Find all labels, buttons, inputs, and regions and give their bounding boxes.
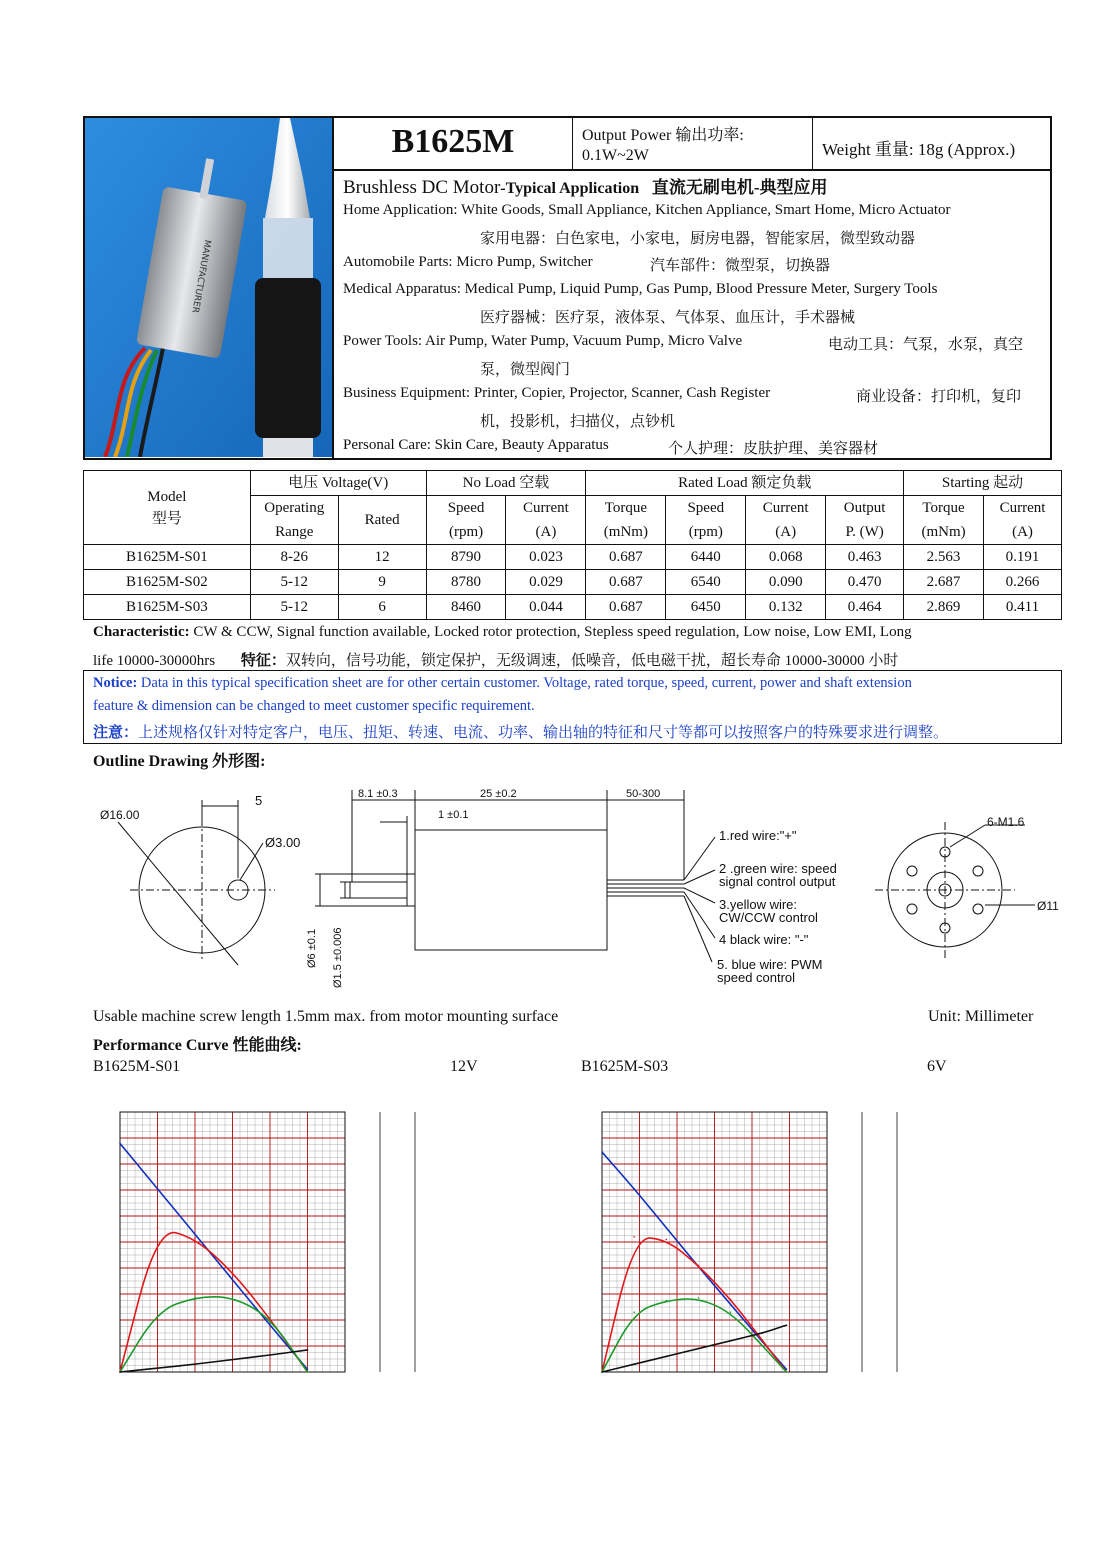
notice-line1: Notice: Data in this typical specification sheet are for other certain customer. Voltage, rated torque, speed, current, power and shaft extension	[93, 675, 912, 691]
business-cn2: 机，投影机，扫描仪，点钞机	[480, 414, 676, 430]
data-point	[232, 1359, 234, 1361]
home-application-cn: 家用电器：白色家电，小家电，厨房电器，智能家居，微型致动器	[480, 231, 916, 247]
screw-note: Usable machine screw length 1.5mm max. from motor mounting surface	[93, 1008, 559, 1025]
data-point	[601, 1151, 603, 1153]
series-line-0	[120, 1143, 308, 1369]
power-tools-cn2: 泵，微型阀门	[480, 362, 571, 378]
data-point	[157, 1227, 159, 1229]
data-point	[601, 1371, 603, 1373]
dim-d3: Ø3.00	[265, 835, 301, 850]
dim-5: 5	[255, 793, 263, 808]
data-point	[232, 1296, 234, 1298]
data-point	[698, 1348, 700, 1350]
dim-50-300: 50-300	[626, 788, 661, 800]
dim-8-1: 8.1 ±0.3	[358, 788, 398, 800]
automobile-cn: 汽车部件：微型泵，切换器	[650, 258, 831, 274]
weight-label: Weight 重量: 18g (Approx.)	[822, 140, 1016, 159]
header-starting: Starting 起动	[904, 471, 1062, 496]
wire-label-4: 4 black wire: "-"	[719, 932, 809, 947]
product-photo	[85, 118, 332, 457]
application-title: Brushless DC Motor-Typical Application 直流无刷电机-典型应用	[343, 177, 828, 198]
header-rated-load: Rated Load 额定负载	[586, 471, 904, 496]
series-line-1	[120, 1233, 308, 1372]
series-line-3	[602, 1325, 786, 1372]
data-point	[665, 1227, 667, 1229]
right-chart-voltage: 6V	[927, 1058, 947, 1075]
power-tools-en: Power Tools: Air Pump, Water Pump, Vacuum Pump, Micro Valve	[343, 333, 743, 349]
dim-25: 25 ±0.2	[480, 788, 517, 800]
left-chart-model: B1625M-S01	[93, 1058, 181, 1075]
home-application-en: Home Application: White Goods, Small Appliance, Kitchen Appliance, Smart Home, Micro Actuator	[343, 202, 951, 218]
outline-drawing-title: Outline Drawing 外形图:	[93, 753, 266, 770]
series-line-1	[602, 1238, 786, 1372]
data-point	[762, 1345, 764, 1347]
dim-d11: Ø11	[1037, 899, 1059, 913]
notice-line2: feature & dimension can be changed to meet customer specific requirement.	[93, 698, 535, 714]
data-point	[157, 1188, 159, 1190]
dim-d16: Ø16.00	[100, 808, 140, 822]
data-point	[232, 1279, 234, 1281]
header-model: Model 型号	[84, 471, 251, 545]
performance-chart-s01	[90, 1090, 470, 1400]
performance-title: Performance Curve 性能曲线:	[93, 1037, 302, 1054]
dim-d6: Ø6 ±0.1	[306, 928, 318, 968]
spec-table: Model 型号 电压 Voltage(V) No Load 空载 Rated Load 额定负载 Starting 起动 Operating Range Rated Speed (rpm) Current (A) Torque (mNm) Speed (rpm) Current (A) Output P. (W) Torque (mNm) Current (A) B1625M-S01 8-26 12 8790 0.023 0.687 6440 0.068 0.463 2.563 0.191 B1625M-S02 5-12 9 8780 0.029 0.687 6540 0.090 0.470 2.687 0.266 B1625M-S03 5-12 6 8460 0.044 0.687 6450 0.132 0.464 2.869 0.411	[83, 470, 1062, 620]
data-point	[730, 1304, 732, 1306]
wire-label-3b: CW/CCW control	[719, 910, 818, 925]
performance-chart-s03	[572, 1090, 952, 1400]
data-point	[698, 1297, 700, 1299]
data-point	[730, 1340, 732, 1342]
dim-6-m1-6: 6-M1.6	[987, 815, 1025, 829]
data-point	[633, 1188, 635, 1190]
automobile-en: Automobile Parts: Micro Pump, Switcher	[343, 254, 593, 270]
data-point	[665, 1300, 667, 1302]
unit-label: Unit: Millimeter	[928, 1008, 1034, 1025]
wire-label-1: 1.red wire:"+"	[719, 828, 797, 843]
wire-label-5a: 5. blue wire: PWM	[717, 957, 823, 972]
power-tools-cn1: 电动工具：气泵，水泵，真空	[828, 337, 1024, 353]
wire-label-3a: 3.yellow wire:	[719, 897, 798, 912]
data-point	[633, 1311, 635, 1313]
wire-label-5b: speed control	[717, 970, 796, 985]
wire-label-2b: signal control output	[719, 874, 836, 889]
data-point	[665, 1239, 667, 1241]
data-point	[307, 1349, 309, 1351]
model-title: B1625M	[391, 123, 515, 160]
data-point	[307, 1371, 309, 1373]
data-point	[194, 1363, 196, 1365]
data-point	[119, 1143, 121, 1145]
data-point	[194, 1296, 196, 1298]
data-point	[786, 1371, 788, 1373]
data-point	[157, 1310, 159, 1312]
medical-en: Medical Apparatus: Medical Pump, Liquid Pump, Gas Pump, Blood Pressure Meter, Surgery Tools	[343, 281, 938, 297]
data-point	[698, 1265, 700, 1267]
data-point	[633, 1236, 635, 1238]
svg-text:MANUFACTURER: MANUFACTURER	[189, 238, 213, 314]
data-point	[786, 1324, 788, 1326]
notice-line3: 注意：上述规格仅针对特定客户，电压、扭矩、转速、电流、功率、输出轴的特征和尺寸等都可以按照客户的特殊要求进行调整。	[93, 725, 949, 741]
table-row: B1625M-S03 5-12 6 8460 0.044 0.687 6450 0.132 0.464 2.869 0.411	[84, 595, 1062, 620]
personal-care-en: Personal Care: Skin Care, Beauty Apparatus	[343, 437, 609, 453]
dim-d1-5: Ø1.5 ±0.006	[332, 927, 344, 988]
data-point	[633, 1363, 635, 1365]
data-point	[157, 1367, 159, 1369]
header-noload: No Load 空载	[426, 471, 586, 496]
data-point	[762, 1340, 764, 1342]
dim-1: 1 ±0.1	[438, 809, 469, 821]
header-voltage: 电压 Voltage(V)	[250, 471, 426, 496]
medical-cn: 医疗器械：医疗泵，液体泵、气体泵、血压计，手术器械	[480, 310, 856, 326]
business-en: Business Equipment: Printer, Copier, Projector, Scanner, Cash Register	[343, 385, 771, 401]
personal-care-cn: 个人护理：皮肤护理、美容器材	[668, 441, 879, 457]
business-cn1: 商业设备：打印机，复印	[856, 389, 1022, 405]
table-row: B1625M-S02 5-12 9 8780 0.029 0.687 6540 0.090 0.470 2.687 0.266	[84, 570, 1062, 595]
data-point	[232, 1271, 234, 1273]
data-point	[269, 1354, 271, 1356]
outline-drawing	[0, 770, 1117, 1010]
left-chart-voltage: 12V	[450, 1058, 478, 1075]
output-power-value: 0.1W~2W	[582, 147, 649, 164]
series-line-3	[120, 1350, 308, 1372]
data-point	[269, 1324, 271, 1326]
output-power-label: Output Power 输出功率:	[582, 127, 744, 144]
series-line-2	[120, 1297, 308, 1372]
table-row: B1625M-S01 8-26 12 8790 0.023 0.687 6440 0.068 0.463 2.563 0.191	[84, 545, 1062, 570]
characteristic-line1: Characteristic: CW & CCW, Signal function available, Locked rotor protection, Stepless speed regulation, Low noise, Low EMI, Long	[93, 624, 912, 640]
characteristic-line2: life 10000-30000hrs 特征：双转向，信号功能，锁定保护，无级调速，低噪音，低电磁干扰，超长寿命 10000-30000 小时	[93, 653, 899, 669]
data-point	[730, 1311, 732, 1313]
data-point	[194, 1233, 196, 1235]
data-point	[665, 1356, 667, 1358]
wire-label-2a: 2 .green wire: speed	[719, 861, 837, 876]
data-point	[730, 1298, 732, 1300]
data-point	[194, 1237, 196, 1239]
right-chart-model: B1625M-S03	[581, 1058, 669, 1075]
data-point	[269, 1317, 271, 1319]
data-point	[119, 1371, 121, 1373]
data-point	[762, 1332, 764, 1334]
